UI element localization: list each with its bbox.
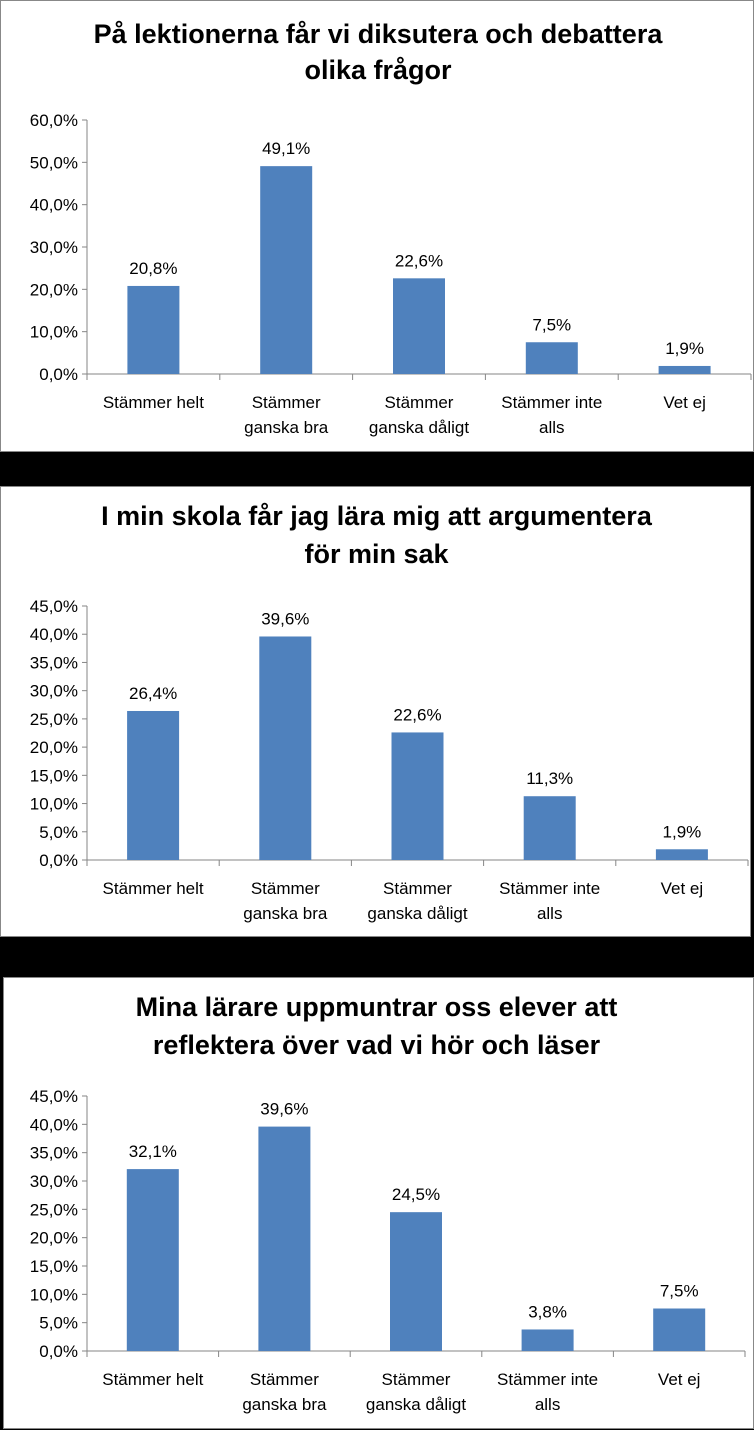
- category-label: Vet ej: [660, 879, 704, 898]
- y-tick-label: 40,0%: [29, 1115, 78, 1135]
- y-tick-label: 45,0%: [29, 1087, 78, 1106]
- y-tick-label: 10,0%: [29, 322, 78, 342]
- y-tick-label: 15,0%: [29, 766, 78, 786]
- data-label: 3,8%: [528, 1302, 567, 1322]
- chart-title-line: reflektera över vad vi hör och läser: [152, 1030, 601, 1060]
- data-label: 32,1%: [128, 1142, 177, 1162]
- y-tick-label: 20,0%: [29, 280, 78, 300]
- data-label: 7,5%: [659, 1281, 699, 1301]
- category-label: ganska dåligt: [365, 1395, 467, 1414]
- data-label: 7,5%: [532, 315, 572, 335]
- bar: [260, 166, 312, 374]
- y-tick-label: 0,0%: [39, 365, 78, 384]
- category-label: Stämmer helt: [102, 393, 204, 412]
- chart-title-line: I min skola får jag lära mig att argumentera: [101, 501, 652, 531]
- bar: [656, 849, 708, 860]
- category-label: Stämmer: [383, 879, 452, 898]
- category-label: Stämmer helt: [102, 879, 204, 898]
- category-label: alls: [534, 1395, 561, 1414]
- chart-title-line: olika frågor: [304, 55, 452, 85]
- bar: [392, 732, 444, 860]
- bar-chart-discuss-debate: [1, 1, 754, 453]
- y-tick-label: 25,0%: [29, 709, 78, 729]
- category-label: Stämmer helt: [102, 1370, 204, 1389]
- y-tick-label: 10,0%: [29, 794, 78, 814]
- category-label: Stämmer: [249, 1370, 319, 1389]
- bar: [127, 711, 179, 860]
- bar: [258, 1127, 310, 1351]
- data-label: 1,9%: [662, 822, 702, 842]
- bar: [524, 796, 576, 860]
- bar: [526, 342, 578, 374]
- category-label: Stämmer: [384, 393, 454, 412]
- bar: [127, 1169, 179, 1351]
- y-tick-label: 30,0%: [29, 681, 78, 701]
- y-tick-label: 40,0%: [29, 625, 78, 645]
- category-label: Stämmer inte: [497, 1370, 599, 1389]
- data-label: 26,4%: [128, 683, 178, 703]
- y-tick-label: 40,0%: [29, 195, 78, 215]
- category-label: Vet ej: [663, 393, 706, 412]
- bar: [659, 366, 711, 374]
- chart-title-line: Mina lärare uppmuntrar oss elever att: [135, 992, 618, 1022]
- data-label: 24,5%: [391, 1185, 441, 1205]
- chart-title-line: för min sak: [304, 539, 449, 569]
- chart-panel-discuss-debate: [0, 0, 754, 452]
- bar: [653, 1309, 705, 1352]
- category-label: Stämmer inte: [499, 879, 601, 898]
- bar: [522, 1329, 574, 1351]
- y-tick-label: 10,0%: [29, 1285, 78, 1305]
- y-tick-label: 25,0%: [29, 1200, 78, 1220]
- data-label: 20,8%: [129, 258, 178, 278]
- category-label: Stämmer: [251, 393, 321, 412]
- category-label: ganska bra: [244, 418, 329, 437]
- bar: [259, 636, 311, 860]
- bar-chart-argue: [1, 487, 752, 938]
- category-label: ganska bra: [243, 904, 328, 923]
- bar: [127, 286, 179, 374]
- bar: [393, 278, 445, 374]
- y-tick-label: 45,0%: [29, 597, 78, 616]
- y-tick-label: 35,0%: [29, 1143, 78, 1163]
- y-tick-label: 30,0%: [29, 238, 78, 257]
- data-label: 22,6%: [394, 251, 444, 271]
- y-tick-label: 30,0%: [29, 1172, 78, 1191]
- y-tick-label: 50,0%: [29, 153, 78, 173]
- chart-title-line: På lektionerna får vi diksutera och debattera: [93, 19, 663, 49]
- data-label: 22,6%: [393, 705, 442, 725]
- data-label: 11,3%: [526, 769, 574, 789]
- data-label: 1,9%: [665, 338, 704, 358]
- bar-chart-reflect: [4, 978, 754, 1430]
- category-label: alls: [536, 904, 563, 923]
- category-label: Stämmer inte: [501, 393, 603, 412]
- chart-panel-reflect: [3, 977, 754, 1429]
- y-tick-label: 60,0%: [29, 111, 78, 130]
- data-label: 49,1%: [262, 139, 311, 159]
- category-label: alls: [539, 418, 565, 437]
- category-label: Stämmer: [250, 879, 320, 898]
- y-tick-label: 20,0%: [29, 1228, 78, 1248]
- category-label: Stämmer: [381, 1370, 451, 1389]
- category-label: ganska bra: [242, 1395, 327, 1414]
- data-label: 39,6%: [260, 1099, 309, 1119]
- y-tick-label: 35,0%: [29, 653, 78, 673]
- category-label: ganska dåligt: [368, 418, 470, 437]
- y-tick-label: 0,0%: [39, 851, 78, 870]
- category-label: ganska dåligt: [367, 904, 468, 923]
- y-tick-label: 5,0%: [39, 1313, 78, 1333]
- data-label: 39,6%: [261, 609, 310, 629]
- y-tick-label: 0,0%: [39, 1342, 78, 1361]
- y-tick-label: 20,0%: [29, 738, 78, 758]
- y-tick-label: 15,0%: [29, 1257, 78, 1276]
- chart-panel-argue: [0, 486, 751, 937]
- category-label: Vet ej: [657, 1370, 701, 1389]
- y-tick-label: 5,0%: [39, 822, 78, 842]
- bar: [390, 1212, 442, 1351]
